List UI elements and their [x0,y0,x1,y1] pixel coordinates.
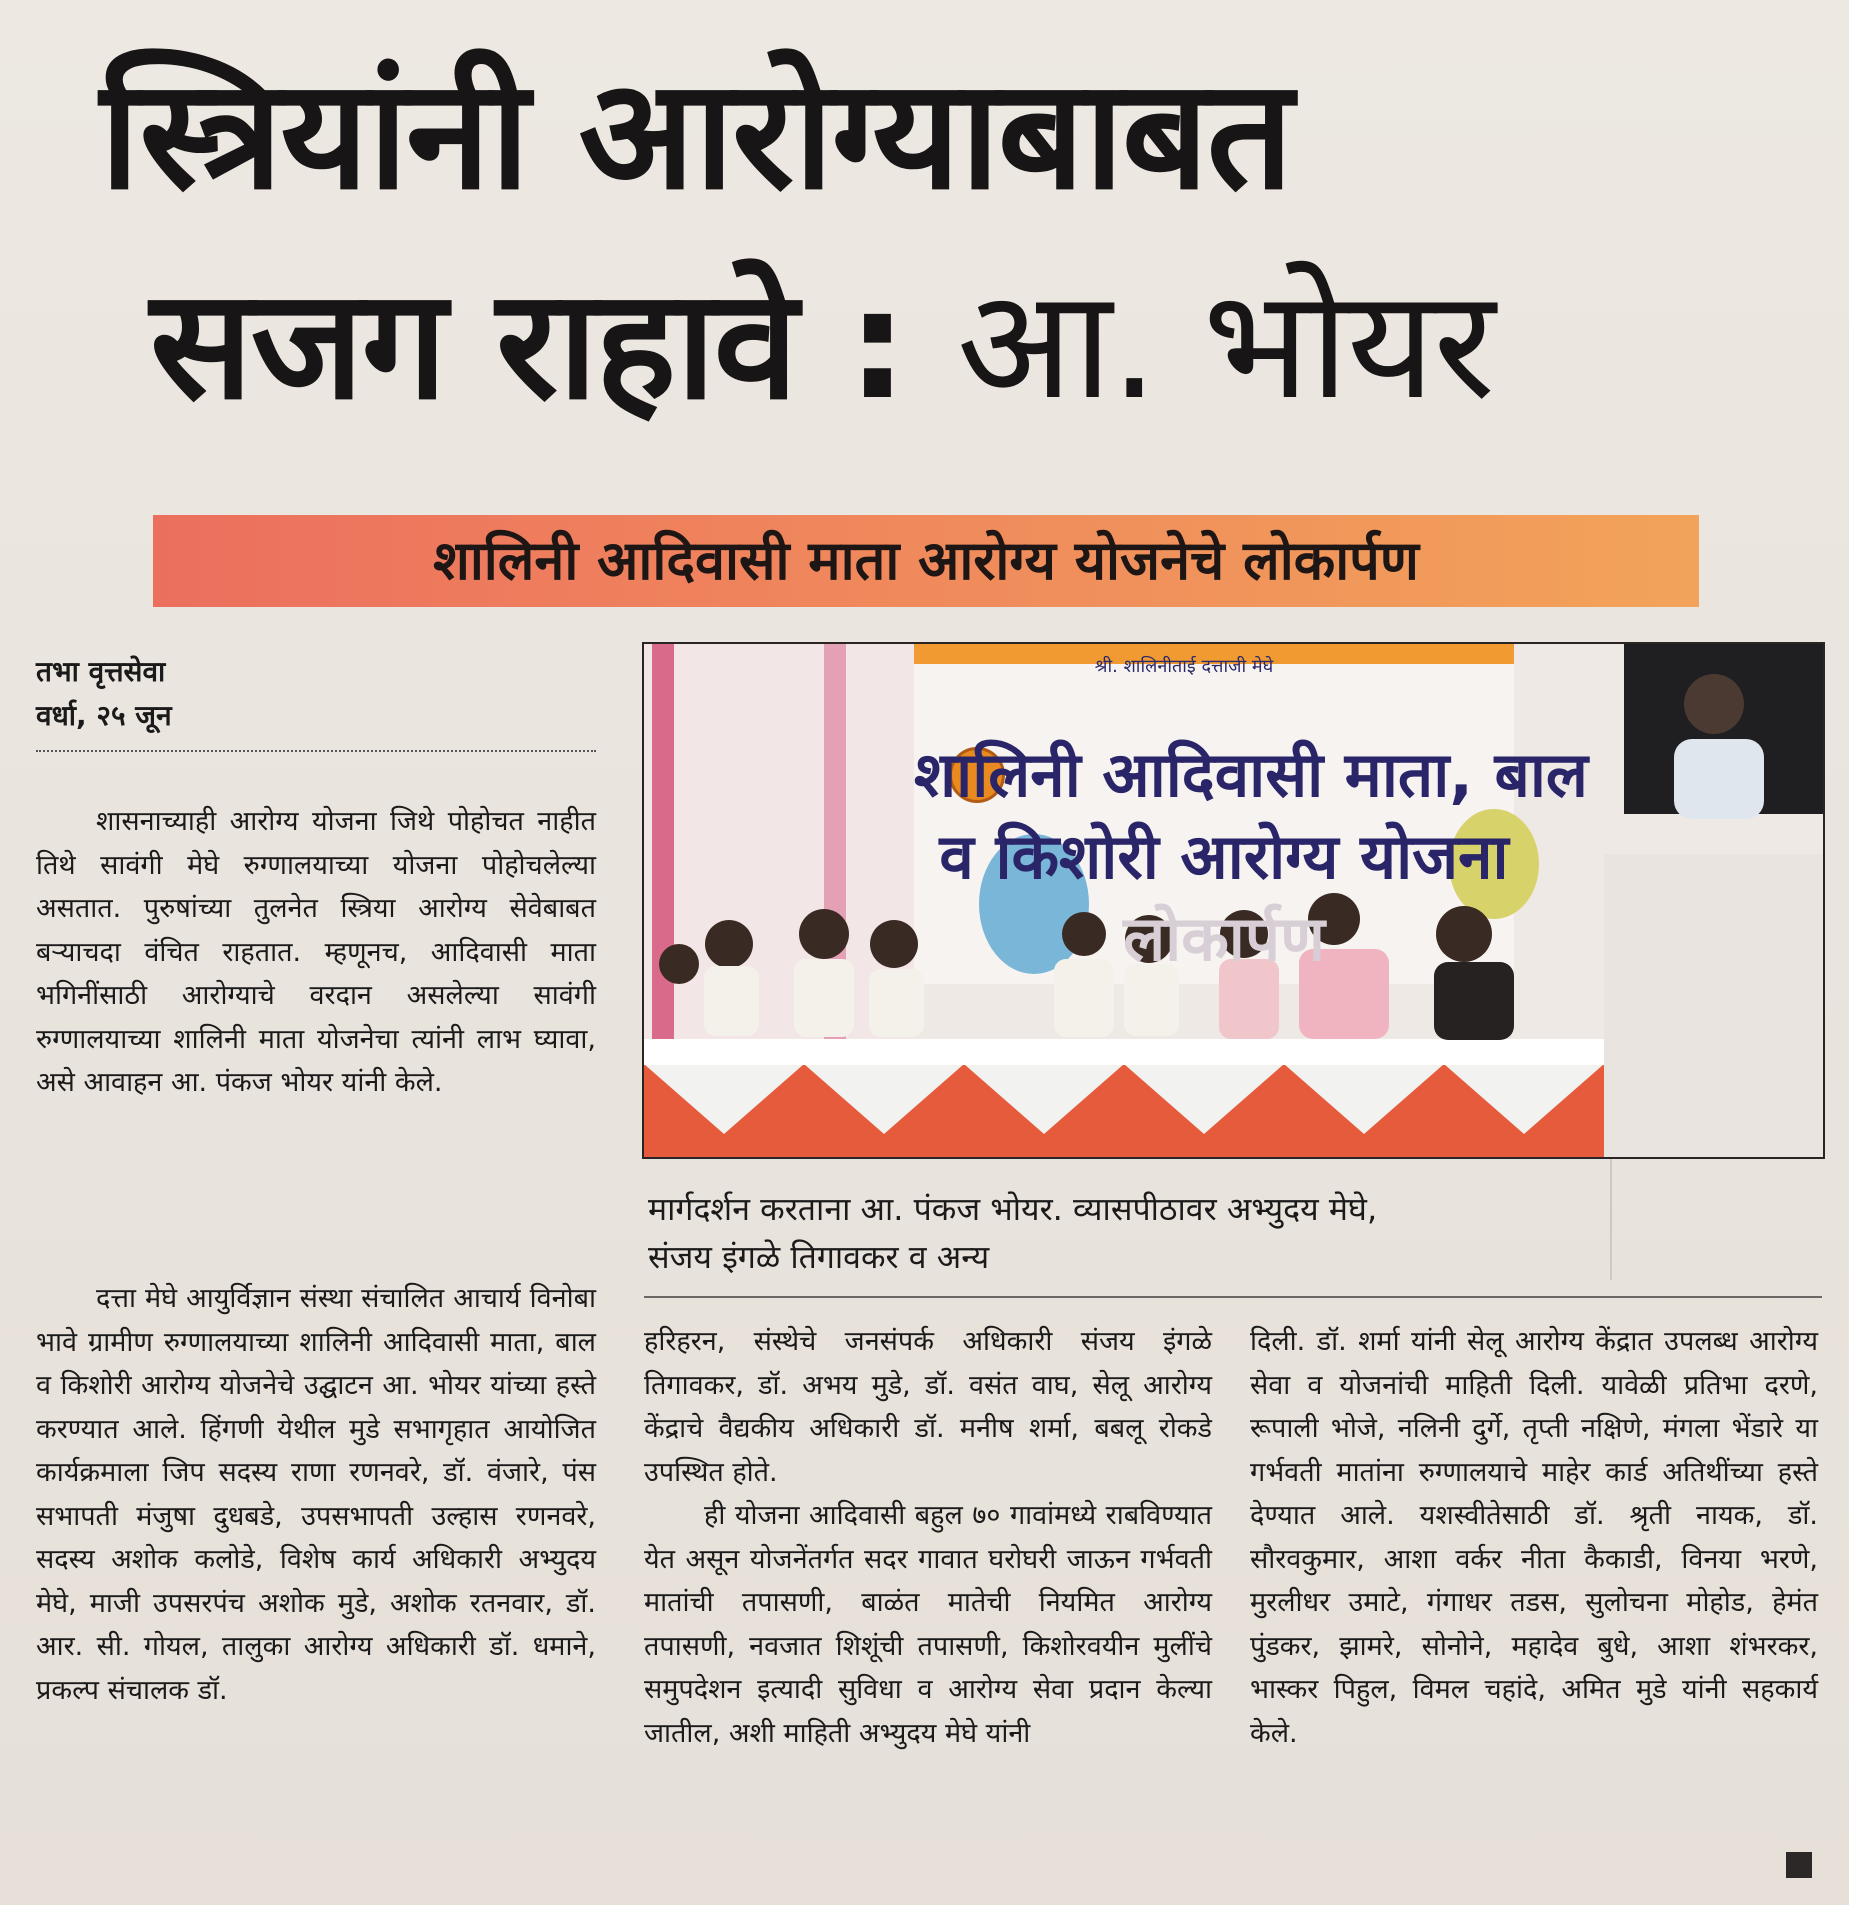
dateline-rule [36,750,596,752]
article-paragraph-3: हरिहरन, संस्थेचे जनसंपर्क अधिकारी संजय इंगळे तिगावकर, डॉ. अभय मुडे, डॉ. वसंत वाघ, सेलू आरोग्य केंद्राचे वैद्यकीय अधिकारी डॉ. मनीष शर्मा, बबलू रोकडे उपस्थित होते. [644,1326,1212,1488]
article-paragraph-1: शासनाच्याही आरोग्य योजना जिथे पोहोचत नाहीत तिथे सावंगी मेघे रुग्णालयाच्या योजना पोहोचलेल्या असतात. पुरुषांच्या तुलनेत स्त्रिया आरोग्य सेवेबाबत बऱ्याचदा वंचित राहतात. म्हणूनच, आदिवासी माता भगिनींसाठी आरोग्याचे वरदान असलेल्या सावंगी रुग्णालयाच्या शालिनी माता योजनेचा त्यांनी लाभ घ्यावा, असे आवाहन आ. पंकज भोयर यांनी केले. [36,806,596,1098]
article-end-mark [1786,1852,1812,1878]
article-column-1-bottom [36,1277,596,1712]
article-paragraph-2: दत्ता मेघे आयुर्विज्ञान संस्था संचालित आचार्य विनोबा भावे ग्रामीण रुग्णालयाच्या शालिनी आदिवासी माता, बाल व किशोरी आरोग्य योजनेचे उद्घाटन आ. भोयर यांच्या हस्ते करण्यात आले. हिंगणी येथील मुडे सभागृहात आयोजित कार्यक्रमाला जिप सदस्य राणा रणनवरे, डॉ. वंजारे, पंस सभापती मंजुषा दुधबडे, उपसभापती उल्हास रणनवरे, सदस्य अशोक कलोडे, विशेष कार्य अधिकारी अभ्युदय मेघे, माजी उपसरपंच अशोक मुडे, अशोक रतनवार, डॉ. आर. सी. गोयल, तालुका आरोग्य अधिकारी डॉ. धमाने, प्रकल्प संचालक डॉ. [36,1283,597,1706]
dateline-agency: तभा वृत्तसेवा [36,655,166,688]
dateline [36,650,596,752]
article-column-2 [644,1320,1212,1755]
banner-title-line-3: लोकार्पण [1123,902,1325,975]
article-paragraph-4: ही योजना आदिवासी बहुल ७० गावांमध्ये राबविण्यात येत असून योजनेंतर्गत सदर गावात घरोघरी जाऊन गर्भवती मातांची तपासणी, बाळंत मातेची नियमित आरोग्य तपासणी, नवजात शिशूंची तपासणी, किशोरवयीन मुलींचे समुपदेशन इत्यादी सुविधा व आरोग्य सेवा प्रदान केल्या जातील, अशी माहिती अभ्युदय मेघे यांनी [644,1500,1212,1749]
caption-line-2: संजय इंगळे तिगावकर व अन्य [648,1238,990,1276]
article-column-3 [1250,1320,1818,1755]
headline-line-1: स्त्रियांनी आरोग्याबाबत [100,46,1292,223]
caption-line-1: मार्गदर्शन करताना आ. पंकज भोयर. व्यासपीठावर अभ्युदय मेघे, [648,1190,1378,1228]
headline-line-2 [150,250,1830,440]
article-paragraph-5: दिली. डॉ. शर्मा यांनी सेलू आरोग्य केंद्रात उपलब्ध आरोग्य सेवा व योजनांची माहिती दिली. यावेळी प्रतिभा दरणे, रूपाली भोजे, नलिनी दुर्गे, तृप्ती नक्षिणे, मंगला भेंडारे या गर्भवती मातांना रुग्णालयाचे माहेर कार्ड अतिथींच्या हस्ते देण्यात आले. यशस्वीतेसाठी डॉ. श्रृती नायक, डॉ. सौरवकुमार, आशा वर्कर नीता कैकाडी, विनया भरणे, मुरलीधर उमाटे, गंगाधर तडस, सुलोचना मोहोड, हेमंत पुंडकर, झामरे, सोनोने, महादेव बुधे, आशा शंभरकर, भास्कर पिहुल, विमल चहांदे, अमित मुडे यांनी सहकार्य केले. [1250,1326,1818,1749]
banner-title [914,734,1588,980]
subheadline-band [153,515,1699,607]
banner-small-text: श्री. शालिनीताई दत्ताजी मेघे [1094,656,1274,677]
banner-title-line-2: व किशोरी आरोग्य योजना [939,820,1509,893]
caption-rule [644,1296,1822,1298]
banner-title-line-1: शालिनी आदिवासी माता, बाल [914,738,1588,811]
headline-main: सजग राहावे : [150,256,906,433]
subheadline: शालिनी आदिवासी माता आरोग्य योजनेचे लोकार्पण [433,529,1419,592]
article-column-1-top [36,800,596,1105]
headline-name: आ. भोयर [956,256,1494,433]
photo-caption [648,1185,1828,1281]
event-photo [642,642,1825,1159]
dateline-place-date: वर्धा, २५ जून [36,699,172,732]
